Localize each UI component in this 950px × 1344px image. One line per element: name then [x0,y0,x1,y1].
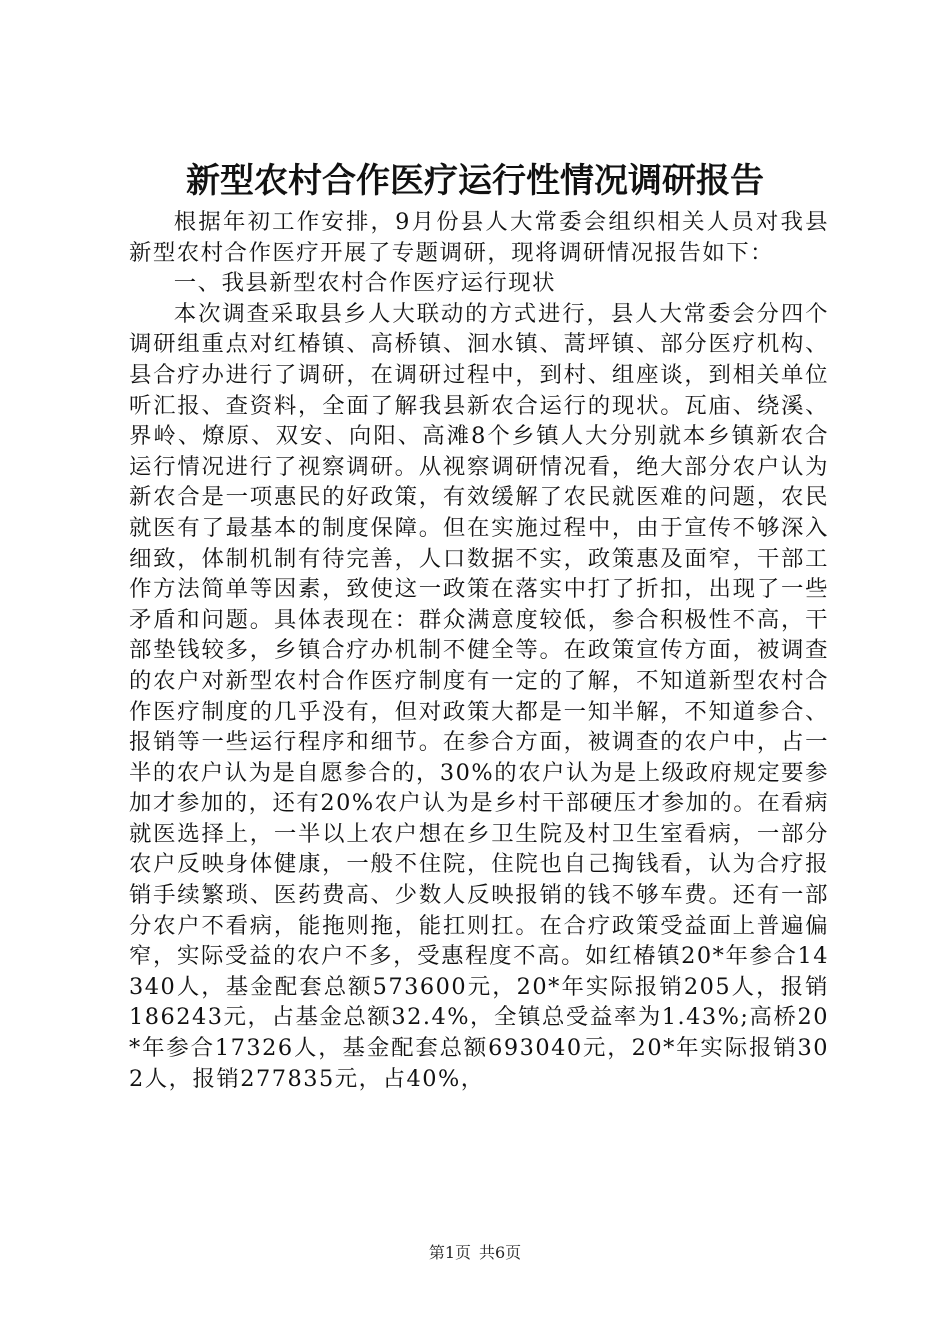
body-paragraph: 本次调查采取县乡人大联动的方式进行，县人大常委会分四个调研组重点对红椿镇、高桥镇、洄水镇、蒿坪镇、部分医疗机构、县合疗办进行了调研，在调研过程中，到村、组座谈，到相关单位听汇报、查资料，全面了解我县新农合运行的现状。瓦庙、绕溪、界岭、燎原、双安、向阳、高滩8个乡镇人大分别就本乡镇新农合运行情况进行了视察调研。从视察调研情况看，绝大部分农户认为新农合是一项惠民的好政策，有效缓解了农民就医难的问题，农民就医有了最基本的制度保障。但在实施过程中，由于宣传不够深入细致，体制机制有待完善，人口数据不实，政策惠及面窄，干部工作方法简单等因素，致使这一政策在落实中打了折扣，出现了一些矛盾和问题。具体表现在：群众满意度较低，参合积极性不高，干部垫钱较多，乡镇合疗办机制不健全等。在政策宣传方面，被调查的农户对新型农村合作医疗制度有一定的了解，不知道新型农村合作医疗制度的几乎没有，但对政策大都是一知半解，不知道参合、报销等一些运行程序和细节。在参合方面，被调查的农户中，占一半的农户认为是自愿参合的，30%的农户认为是上级政府规定要参加才参加的，还有20%农户认为是乡村干部硬压才参加的。在看病就医选择上，一半以上农户想在乡卫生院及村卫生室看病，一部分农户反映身体健康，一般不住院，住院也自己掏钱看，认为合疗报销手续繁琐、医药费高、少数人反映报销的钱不够车费。还有一部分农户不看病，能拖则拖，能扛则扛。在合疗政策受益面上普遍偏窄，实际受益的农户不多，受惠程度不高。如红椿镇20*年参合14340人，基金配套总额573600元，20*年实际报销205人，报销186243元，占基金总额32.4%，全镇总受益率为1.43%;高桥20*年参合17326人，基金配套总额693040元，20*年实际报销302人，报销277835元，占40%， [129,300,829,1092]
page-number: 第1页 [428,1243,471,1262]
document-title: 新型农村合作医疗运行性情况调研报告 [186,161,764,201]
page-footer [0,1242,950,1264]
page-total: 共6页 [479,1243,522,1262]
intro-paragraph: 根据年初工作安排，9月份县人大常委会组织相关人员对我县新型农村合作医疗开展了专题调研，现将调研情况报告如下： [129,209,829,266]
section-heading: 一、我县新型农村合作医疗运行现状 [173,270,557,297]
document-body [129,207,829,1094]
